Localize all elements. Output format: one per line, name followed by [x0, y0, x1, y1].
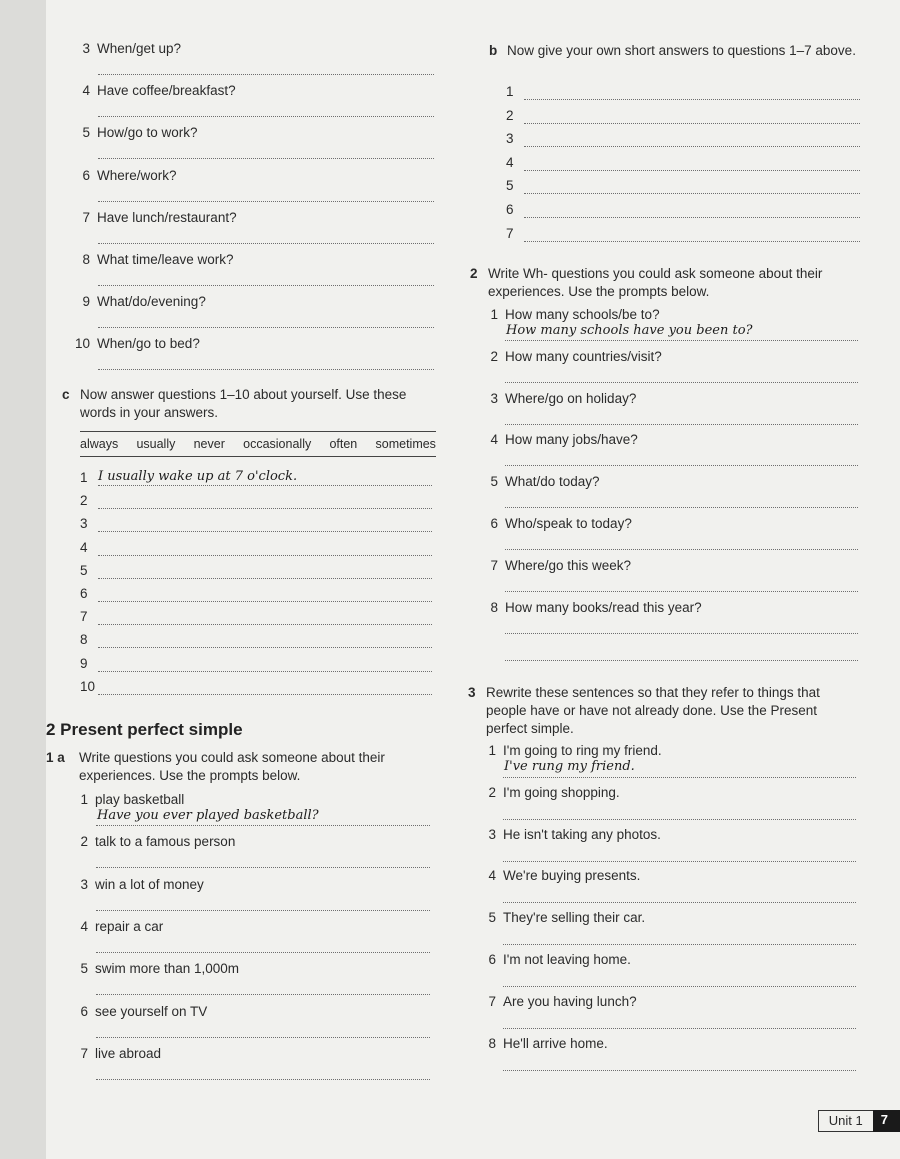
answer-number: 7 [80, 609, 88, 625]
question-text: Have coffee/breakfast? [97, 83, 236, 99]
question-text: What time/leave work? [97, 252, 234, 267]
question-text: Who/speak to today? [505, 516, 632, 531]
answer-row [506, 202, 524, 217]
answer-row [80, 540, 98, 555]
question-text: win a lot of money [95, 876, 204, 892]
question-item [70, 1003, 207, 1021]
answer-line [98, 201, 434, 202]
word-usually: usually [136, 437, 176, 451]
answer-line [505, 633, 858, 634]
question-number: 4 [80, 918, 88, 934]
question-number: 7 [488, 993, 496, 1009]
question-item [478, 784, 620, 802]
question-number: 6 [82, 167, 90, 183]
part-b-instruction [489, 42, 857, 60]
question-item [478, 1035, 608, 1053]
question-item [70, 1045, 161, 1063]
question-number: 2 [488, 784, 496, 800]
question-number: 8 [490, 599, 498, 615]
question-number: 7 [82, 209, 90, 225]
answer-number: 5 [506, 178, 514, 194]
answer-row [80, 632, 98, 647]
question-number: 7 [80, 1045, 88, 1061]
question-item [70, 918, 163, 936]
answer-line [98, 647, 432, 648]
answer-line [98, 485, 432, 486]
answer-number: 2 [506, 107, 514, 123]
answer-line [98, 694, 432, 695]
question-item [70, 833, 235, 851]
question-number: 1 [490, 307, 498, 322]
answer-line [96, 1079, 430, 1080]
question-text: swim more than 1,000m [95, 961, 240, 977]
question-item [480, 473, 600, 491]
answer-number: 7 [506, 225, 514, 241]
question-number: 4 [488, 868, 496, 884]
answer-row [506, 155, 524, 170]
question-number: 3 [490, 390, 498, 406]
question-item [480, 390, 636, 408]
answer-line [98, 671, 432, 672]
question-item [480, 515, 632, 533]
answer-line [505, 507, 858, 508]
answer-number: 10 [80, 678, 96, 694]
answer-line [524, 123, 860, 124]
answer-line [524, 241, 860, 242]
example-answer: I've rung my friend. [504, 759, 635, 774]
question-number: 3 [82, 41, 90, 56]
question-text: When/go to bed? [97, 336, 200, 352]
answer-row [506, 84, 524, 99]
answer-number: 6 [506, 202, 514, 217]
unit-label: Unit 1 [818, 1110, 873, 1132]
answer-number: 1 [80, 470, 88, 485]
ex1a-label: 1 a [46, 750, 65, 765]
answer-line [524, 146, 860, 147]
question-number: 8 [488, 1035, 496, 1051]
question-text: play basketball [95, 792, 185, 807]
answer-line [96, 825, 430, 826]
question-item [70, 960, 239, 978]
answer-row [80, 493, 98, 508]
question-number: 3 [488, 826, 496, 842]
answer-line [96, 910, 430, 911]
answer-line [505, 340, 858, 341]
word-box [80, 431, 436, 457]
answer-line [98, 531, 432, 532]
question-text: talk to a famous person [95, 834, 236, 850]
answer-line [98, 555, 432, 556]
answer-line [505, 382, 858, 383]
question-text: He isn't taking any photos. [503, 826, 661, 842]
question-number: 1 [80, 792, 88, 807]
question-item [72, 167, 177, 185]
answer-line [98, 624, 432, 625]
answer-line [98, 243, 434, 244]
question-item [480, 306, 660, 324]
question-text: Have lunch/restaurant? [97, 209, 237, 225]
ex1a-instruction [46, 749, 439, 785]
question-number: 5 [490, 474, 498, 490]
answer-line [503, 777, 856, 778]
question-item [478, 826, 661, 844]
answer-line [505, 549, 858, 550]
ex3-text: Rewrite these sentences so that they refer to things that people have or have not already done. Use the Present perfect simple. [486, 685, 820, 736]
question-item [478, 909, 645, 927]
question-text: We're buying presents. [503, 868, 641, 884]
question-text: What/do today? [505, 474, 600, 490]
part-c-label: c [62, 387, 70, 402]
question-item [480, 431, 638, 449]
question-text: What/do/evening? [97, 294, 206, 310]
answer-row [80, 656, 98, 671]
answer-line [98, 327, 434, 328]
question-item [72, 124, 198, 142]
question-number: 6 [80, 1003, 88, 1019]
answer-line [503, 819, 856, 820]
answer-line [96, 952, 430, 953]
answer-line [503, 861, 856, 862]
question-number: 6 [490, 516, 498, 531]
answer-number: 4 [506, 154, 514, 170]
question-number: 8 [82, 252, 90, 267]
question-item [70, 791, 184, 809]
ex1a-text: Write questions you could ask someone about their experiences. Use the prompts below. [79, 750, 385, 783]
answer-row [80, 563, 98, 578]
question-number: 2 [80, 834, 88, 850]
question-text: Where/work? [97, 167, 177, 183]
answer-line [505, 591, 858, 592]
question-number: 3 [80, 876, 88, 892]
question-number: 6 [488, 952, 496, 967]
question-number: 5 [488, 910, 496, 926]
ex2-instruction [470, 265, 858, 301]
answer-row [80, 586, 98, 601]
question-item [480, 557, 631, 575]
question-item [72, 251, 234, 269]
answer-line [505, 660, 858, 661]
part-c-example-answer: I usually wake up at 7 o'clock. [98, 469, 298, 484]
question-number: 1 [488, 743, 496, 758]
answer-line [503, 1028, 856, 1029]
answer-number: 8 [80, 632, 88, 648]
question-text: see yourself on TV [95, 1003, 208, 1019]
part-b-label: b [489, 43, 498, 58]
question-number: 5 [80, 961, 88, 977]
ex2-text: Write Wh- questions you could ask someone about their experiences. Use the prompts below. [488, 266, 823, 299]
question-text: How many books/read this year? [505, 599, 702, 615]
question-text: How many countries/visit? [505, 348, 662, 364]
answer-line [98, 116, 434, 117]
answer-number: 1 [506, 84, 514, 99]
answer-line [96, 867, 430, 868]
question-text: I'm going shopping. [503, 784, 620, 800]
answer-number: 4 [80, 539, 88, 555]
question-text: Where/go this week? [505, 557, 632, 573]
answer-line [98, 578, 432, 579]
question-text: Where/go on holiday? [505, 390, 637, 406]
answer-row [80, 609, 98, 624]
answer-row [506, 108, 524, 123]
answer-number: 6 [80, 586, 88, 601]
part-c-text: Now answer questions 1–10 about yourself. Use these words in your answers. [80, 387, 407, 420]
word-occasionally: occasionally [243, 437, 312, 451]
answer-row [506, 131, 524, 146]
word-sometimes: sometimes [375, 437, 436, 451]
answer-line [96, 994, 430, 995]
answer-line [524, 217, 860, 218]
answer-row [80, 679, 98, 694]
answer-row [506, 226, 524, 241]
question-item [478, 993, 637, 1011]
answer-line [98, 369, 434, 370]
ex3-instruction [468, 684, 858, 738]
question-number: 9 [82, 294, 90, 310]
question-number: 4 [82, 83, 90, 99]
answer-line [524, 99, 860, 100]
question-item [70, 876, 204, 894]
question-text: I'm not leaving home. [503, 952, 631, 967]
question-item [72, 293, 206, 311]
question-text: How many jobs/have? [505, 432, 638, 448]
answer-row [506, 178, 524, 193]
question-number: 10 [74, 336, 90, 352]
question-item [72, 40, 181, 58]
answer-row [80, 516, 98, 531]
question-item [478, 951, 631, 969]
ex2-label: 2 [470, 266, 478, 281]
word-always: always [80, 437, 119, 451]
answer-line [98, 508, 432, 509]
question-number: 2 [490, 348, 498, 364]
page-footer [818, 1110, 900, 1132]
question-number: 5 [82, 125, 90, 141]
answer-row [80, 470, 98, 485]
answer-number: 2 [80, 493, 88, 509]
page-number: 7 [873, 1110, 900, 1132]
part-b-text: Now give your own short answers to questions 1–7 above. [507, 43, 856, 58]
answer-line [98, 601, 432, 602]
question-item [478, 742, 662, 760]
answer-line [503, 986, 856, 987]
answer-line [98, 158, 434, 159]
question-text: He'll arrive home. [503, 1035, 608, 1051]
question-text: I'm going to ring my friend. [503, 743, 662, 758]
question-number: 7 [490, 557, 498, 573]
question-text: They're selling their car. [503, 910, 646, 926]
answer-line [524, 170, 860, 171]
word-often: often [329, 437, 358, 451]
example-answer: How many schools have you been to? [506, 323, 753, 338]
question-item [72, 335, 200, 353]
question-text: How many schools/be to? [505, 307, 660, 322]
answer-line [503, 1070, 856, 1071]
question-text: Are you having lunch? [503, 993, 637, 1009]
answer-line [98, 285, 434, 286]
section-title: 2 Present perfect simple [46, 720, 243, 739]
question-item [72, 82, 236, 100]
answer-line [503, 944, 856, 945]
question-text: When/get up? [97, 41, 182, 56]
answer-line [524, 193, 860, 194]
question-item [72, 209, 237, 227]
question-number: 4 [490, 432, 498, 448]
answer-line [98, 74, 434, 75]
answer-line [503, 902, 856, 903]
answer-number: 5 [80, 562, 88, 578]
question-item [478, 867, 640, 885]
answer-line [505, 424, 858, 425]
ex3-label: 3 [468, 685, 476, 700]
question-text: live abroad [95, 1045, 162, 1061]
example-answer: Have you ever played basketball? [97, 808, 319, 823]
answer-number: 3 [80, 516, 88, 532]
question-text: How/go to work? [97, 125, 198, 141]
question-text: repair a car [95, 918, 164, 934]
answer-line [96, 1037, 430, 1038]
question-item [480, 348, 662, 366]
answer-number: 9 [80, 655, 88, 671]
question-item [480, 599, 702, 617]
word-never: never [193, 437, 225, 451]
answer-number: 3 [506, 131, 514, 147]
part-c-instruction [62, 386, 436, 422]
answer-line [505, 465, 858, 466]
